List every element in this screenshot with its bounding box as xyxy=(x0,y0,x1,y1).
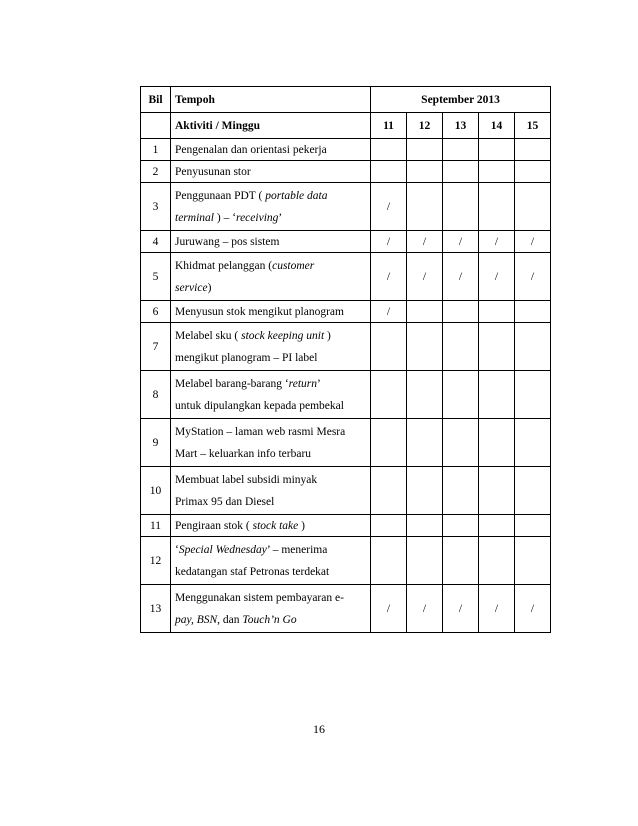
row-number: 6 xyxy=(141,301,171,323)
table-row xyxy=(141,301,551,323)
header-tempoh: Tempoh xyxy=(171,87,371,113)
week-mark xyxy=(443,371,479,419)
activity-line: Khidmat pelanggan (customer xyxy=(175,259,315,272)
week-mark xyxy=(371,371,407,419)
table-row xyxy=(141,323,551,371)
activity-line: Pengenalan dan orientasi pekerja xyxy=(175,143,327,156)
activity-cell xyxy=(171,231,371,253)
schedule-body xyxy=(141,87,551,633)
week-mark: / xyxy=(371,301,407,323)
table-row xyxy=(141,419,551,467)
row-number: 3 xyxy=(141,183,171,231)
week-mark: / xyxy=(407,585,443,633)
activity-cell xyxy=(171,515,371,537)
activity-cell xyxy=(171,183,371,231)
row-number: 12 xyxy=(141,537,171,585)
week-mark xyxy=(515,467,551,515)
week-mark xyxy=(443,515,479,537)
week-mark xyxy=(443,183,479,231)
row-number: 9 xyxy=(141,419,171,467)
week-mark: / xyxy=(407,231,443,253)
table-row xyxy=(141,585,551,633)
week-mark: / xyxy=(371,231,407,253)
header-week: 13 xyxy=(443,113,479,139)
row-number: 7 xyxy=(141,323,171,371)
activity-line: Melabel sku ( stock keeping unit ) xyxy=(175,329,331,342)
table-row xyxy=(141,371,551,419)
week-mark xyxy=(479,323,515,371)
activity-cell xyxy=(171,253,371,301)
week-mark xyxy=(407,323,443,371)
activity-cell xyxy=(171,301,371,323)
activity-line: kedatangan staf Petronas terdekat xyxy=(175,565,330,578)
week-mark xyxy=(371,323,407,371)
week-mark xyxy=(371,419,407,467)
week-mark: / xyxy=(371,183,407,231)
row-number: 1 xyxy=(141,139,171,161)
week-mark xyxy=(515,161,551,183)
row-number: 2 xyxy=(141,161,171,183)
week-mark xyxy=(479,467,515,515)
activity-line: Melabel barang-barang ‘return’ xyxy=(175,377,321,390)
week-mark xyxy=(515,371,551,419)
week-mark xyxy=(479,515,515,537)
header-week: 11 xyxy=(371,113,407,139)
week-mark xyxy=(515,139,551,161)
activity-cell xyxy=(171,419,371,467)
table-row xyxy=(141,139,551,161)
activity-line: MyStation – laman web rasmi Mesra xyxy=(175,425,346,438)
week-mark xyxy=(515,515,551,537)
activity-cell xyxy=(171,467,371,515)
week-mark: / xyxy=(443,253,479,301)
header-bil: Bil xyxy=(141,87,171,113)
week-mark: / xyxy=(371,585,407,633)
week-mark xyxy=(407,161,443,183)
week-mark: / xyxy=(443,585,479,633)
week-mark xyxy=(443,301,479,323)
table-row xyxy=(141,231,551,253)
week-mark: / xyxy=(515,231,551,253)
week-mark xyxy=(443,161,479,183)
week-mark xyxy=(515,183,551,231)
activity-cell xyxy=(171,371,371,419)
week-mark: / xyxy=(515,585,551,633)
week-mark xyxy=(479,139,515,161)
week-mark xyxy=(515,537,551,585)
week-mark: / xyxy=(479,585,515,633)
activity-cell xyxy=(171,323,371,371)
activity-line: Primax 95 dan Diesel xyxy=(175,495,275,508)
activity-cell xyxy=(171,537,371,585)
table-row xyxy=(141,183,551,231)
week-mark xyxy=(407,515,443,537)
page-number: 16 xyxy=(313,722,325,736)
activity-line: Menyusun stok mengikut planogram xyxy=(175,305,344,318)
week-mark xyxy=(515,419,551,467)
activity-line: pay, BSN, dan Touch’n Go xyxy=(175,613,297,626)
week-mark xyxy=(479,537,515,585)
row-number: 8 xyxy=(141,371,171,419)
activity-line: mengikut planogram – PI label xyxy=(175,351,318,364)
week-mark: / xyxy=(407,253,443,301)
activity-line: Membuat label subsidi minyak xyxy=(175,473,318,486)
week-mark xyxy=(407,183,443,231)
week-mark xyxy=(371,161,407,183)
week-mark xyxy=(371,537,407,585)
table-row xyxy=(141,467,551,515)
header-week: 15 xyxy=(515,113,551,139)
header-month: September 2013 xyxy=(371,87,551,113)
week-mark: / xyxy=(479,231,515,253)
table-row xyxy=(141,515,551,537)
activity-line: Juruwang – pos sistem xyxy=(175,235,280,248)
header-row-1 xyxy=(141,87,551,113)
week-mark xyxy=(407,301,443,323)
schedule-table xyxy=(140,86,551,633)
week-mark xyxy=(443,467,479,515)
row-number: 13 xyxy=(141,585,171,633)
week-mark: / xyxy=(515,253,551,301)
week-mark xyxy=(407,419,443,467)
activity-cell xyxy=(171,139,371,161)
week-mark xyxy=(479,371,515,419)
week-mark xyxy=(479,301,515,323)
header-blank-cell xyxy=(141,113,171,139)
table-row xyxy=(141,253,551,301)
activity-line: Penggunaan PDT ( portable data xyxy=(175,189,328,202)
week-mark xyxy=(443,323,479,371)
header-aktiviti: Aktiviti / Minggu xyxy=(171,113,371,139)
activity-line: Menggunakan sistem pembayaran e- xyxy=(175,591,344,604)
activity-cell xyxy=(171,585,371,633)
activity-cell xyxy=(171,161,371,183)
week-mark xyxy=(479,419,515,467)
activity-line: terminal ) – ‘receiving’ xyxy=(175,211,283,224)
week-mark xyxy=(515,323,551,371)
row-number: 5 xyxy=(141,253,171,301)
week-mark xyxy=(407,139,443,161)
header-week: 12 xyxy=(407,113,443,139)
week-mark xyxy=(371,467,407,515)
week-mark: / xyxy=(479,253,515,301)
week-mark xyxy=(407,371,443,419)
activity-line: Mart – keluarkan info terbaru xyxy=(175,447,312,460)
row-number: 4 xyxy=(141,231,171,253)
week-mark xyxy=(479,183,515,231)
header-week: 14 xyxy=(479,113,515,139)
table-row xyxy=(141,537,551,585)
week-mark xyxy=(479,161,515,183)
week-mark xyxy=(443,139,479,161)
week-mark xyxy=(443,537,479,585)
row-number: 10 xyxy=(141,467,171,515)
week-mark xyxy=(371,515,407,537)
activity-line: Penyusunan stor xyxy=(175,165,251,178)
week-mark xyxy=(515,301,551,323)
header-row-2 xyxy=(141,113,551,139)
week-mark: / xyxy=(371,253,407,301)
week-mark xyxy=(407,467,443,515)
activity-line: service) xyxy=(175,281,212,294)
week-mark: / xyxy=(443,231,479,253)
week-mark xyxy=(443,419,479,467)
week-mark xyxy=(407,537,443,585)
activity-line: ‘Special Wednesday’ – menerima xyxy=(175,543,328,556)
row-number: 11 xyxy=(141,515,171,537)
table-row xyxy=(141,161,551,183)
activity-line: untuk dipulangkan kepada pembekal xyxy=(175,399,344,412)
week-mark xyxy=(371,139,407,161)
activity-line: Pengiraan stok ( stock take ) xyxy=(175,519,305,532)
